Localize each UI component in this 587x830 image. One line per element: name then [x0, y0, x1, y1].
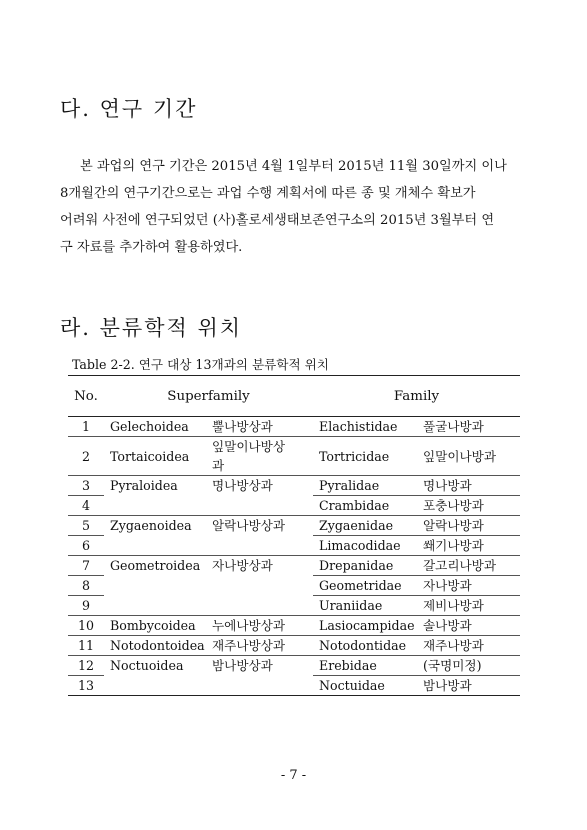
cell-no: 11 — [68, 636, 104, 656]
cell-no: 12 — [68, 656, 104, 676]
cell-superfamily-kor: 밤나방상과 — [212, 658, 273, 673]
cell-no: 2 — [68, 437, 104, 476]
page-number: - 7 - — [280, 768, 307, 783]
cell-superfamily — [104, 676, 212, 696]
cell-family: Uraniidae — [313, 596, 417, 616]
cell-superfamily: Geometroidea — [110, 558, 201, 573]
table-row — [68, 556, 520, 576]
table-row — [68, 576, 520, 596]
cell-superfamily — [104, 576, 212, 596]
cell-superfamily-kor: 누에나방상과 — [212, 616, 313, 636]
cell-family-kor: 풀굴나방과 — [417, 417, 520, 437]
cell-family-kor: 솔나방과 — [417, 616, 520, 636]
cell-no: 10 — [68, 616, 104, 636]
cell-superfamily — [104, 496, 212, 516]
cell-family-kor: 제비나방과 — [417, 596, 520, 616]
cell-superfamily: Bombycoidea — [104, 616, 212, 636]
cell-superfamily-kor: 명나방상과 — [212, 478, 273, 493]
cell-no: 7 — [68, 556, 104, 576]
cell-superfamily-kor — [212, 676, 313, 696]
header-superfamily: Superfamily — [104, 376, 313, 417]
cell-superfamily: Gelechoidea — [104, 417, 212, 437]
table-caption: Table 2-2. 연구 대상 13개과의 분류학적 위치 — [72, 357, 329, 372]
cell-family: Lasiocampidae — [313, 616, 417, 636]
header-family: Family — [313, 376, 520, 417]
cell-family: Noctuidae — [313, 676, 417, 696]
cell-no: 6 — [68, 536, 104, 556]
cell-superfamily — [104, 596, 212, 616]
cell-family: Geometridae — [313, 576, 417, 596]
cell-superfamily: Zygaenoidea — [110, 518, 192, 533]
table-row — [68, 496, 520, 516]
header-no: No. — [68, 376, 104, 417]
cell-no: 1 — [68, 417, 104, 437]
cell-superfamily-kor: 알락나방상과 — [212, 518, 285, 533]
cell-family: Erebidae — [313, 656, 417, 676]
cell-family-kor: 포충나방과 — [417, 496, 520, 516]
table-row — [68, 656, 520, 676]
table-header-row — [68, 376, 520, 417]
cell-superfamily: Notodontoidea — [104, 636, 212, 656]
paragraph-line-3: 어려워 사전에 연구되었던 (사)홀로세생태보존연구소의 2015년 3월부터 연 — [60, 213, 495, 228]
research-period-paragraph — [60, 153, 530, 261]
cell-no: 8 — [68, 576, 104, 596]
cell-superfamily-kor: 잎말이나방상과 — [212, 437, 313, 476]
cell-family: Crambidae — [313, 496, 417, 516]
cell-family-kor: 쐐기나방과 — [417, 536, 520, 556]
cell-superfamily-kor — [212, 496, 313, 516]
cell-no: 5 — [68, 516, 104, 536]
cell-superfamily-kor — [212, 596, 313, 616]
table-row — [68, 636, 520, 656]
paragraph-line-2: 8개월간의 연구기간으로는 과업 수행 계획서에 따른 종 및 개체수 확보가 — [60, 186, 476, 201]
table-row — [68, 516, 520, 536]
cell-family-kor: 알락나방과 — [417, 516, 520, 536]
table-row — [68, 616, 520, 636]
table-row — [68, 437, 520, 476]
cell-family: Drepanidae — [313, 556, 417, 576]
cell-superfamily-kor: 뿔나방상과 — [212, 417, 313, 437]
cell-superfamily-kor: 자나방상과 — [212, 558, 273, 573]
paragraph-line-1: 본 과업의 연구 기간은 2015년 4월 1일부터 2015년 11월 30일까지 이나 — [80, 159, 507, 174]
cell-family-kor: 밤나방과 — [417, 676, 520, 696]
cell-family-kor: 갈고리나방과 — [417, 556, 520, 576]
table-row — [68, 676, 520, 696]
cell-family: Elachistidae — [313, 417, 417, 437]
cell-family-kor: 명나방과 — [417, 476, 520, 496]
cell-family: Zygaenidae — [313, 516, 417, 536]
cell-superfamily-kor — [212, 576, 313, 596]
cell-superfamily — [104, 536, 212, 556]
cell-superfamily: Noctuoidea — [110, 658, 184, 673]
cell-family-kor: 잎말이나방과 — [417, 437, 520, 476]
cell-no: 9 — [68, 596, 104, 616]
cell-family: Pyralidae — [313, 476, 417, 496]
cell-family-kor: 재주나방과 — [417, 636, 520, 656]
table-row — [68, 536, 520, 556]
cell-superfamily: Tortaicoidea — [104, 437, 212, 476]
cell-superfamily-kor: 재주나방상과 — [212, 636, 313, 656]
table-row — [68, 417, 520, 437]
cell-family: Tortricidae — [313, 437, 417, 476]
cell-no: 3 — [68, 476, 104, 496]
table-row — [68, 476, 520, 496]
taxonomy-table — [68, 375, 520, 696]
cell-family-kor: 자나방과 — [417, 576, 520, 596]
cell-family: Notodontidae — [313, 636, 417, 656]
cell-superfamily-kor — [212, 536, 313, 556]
section-heading-taxonomic-position: 라. 분류학적 위치 — [60, 316, 243, 340]
cell-family: Limacodidae — [313, 536, 417, 556]
cell-family-kor: (국명미정) — [417, 656, 520, 676]
table-row — [68, 596, 520, 616]
cell-superfamily: Pyraloidea — [110, 478, 178, 493]
section-heading-research-period: 다. 연구 기간 — [60, 97, 198, 121]
paragraph-line-4: 구 자료를 추가하여 활용하였다. — [60, 240, 243, 255]
cell-no: 4 — [68, 496, 104, 516]
cell-no: 13 — [68, 676, 104, 696]
